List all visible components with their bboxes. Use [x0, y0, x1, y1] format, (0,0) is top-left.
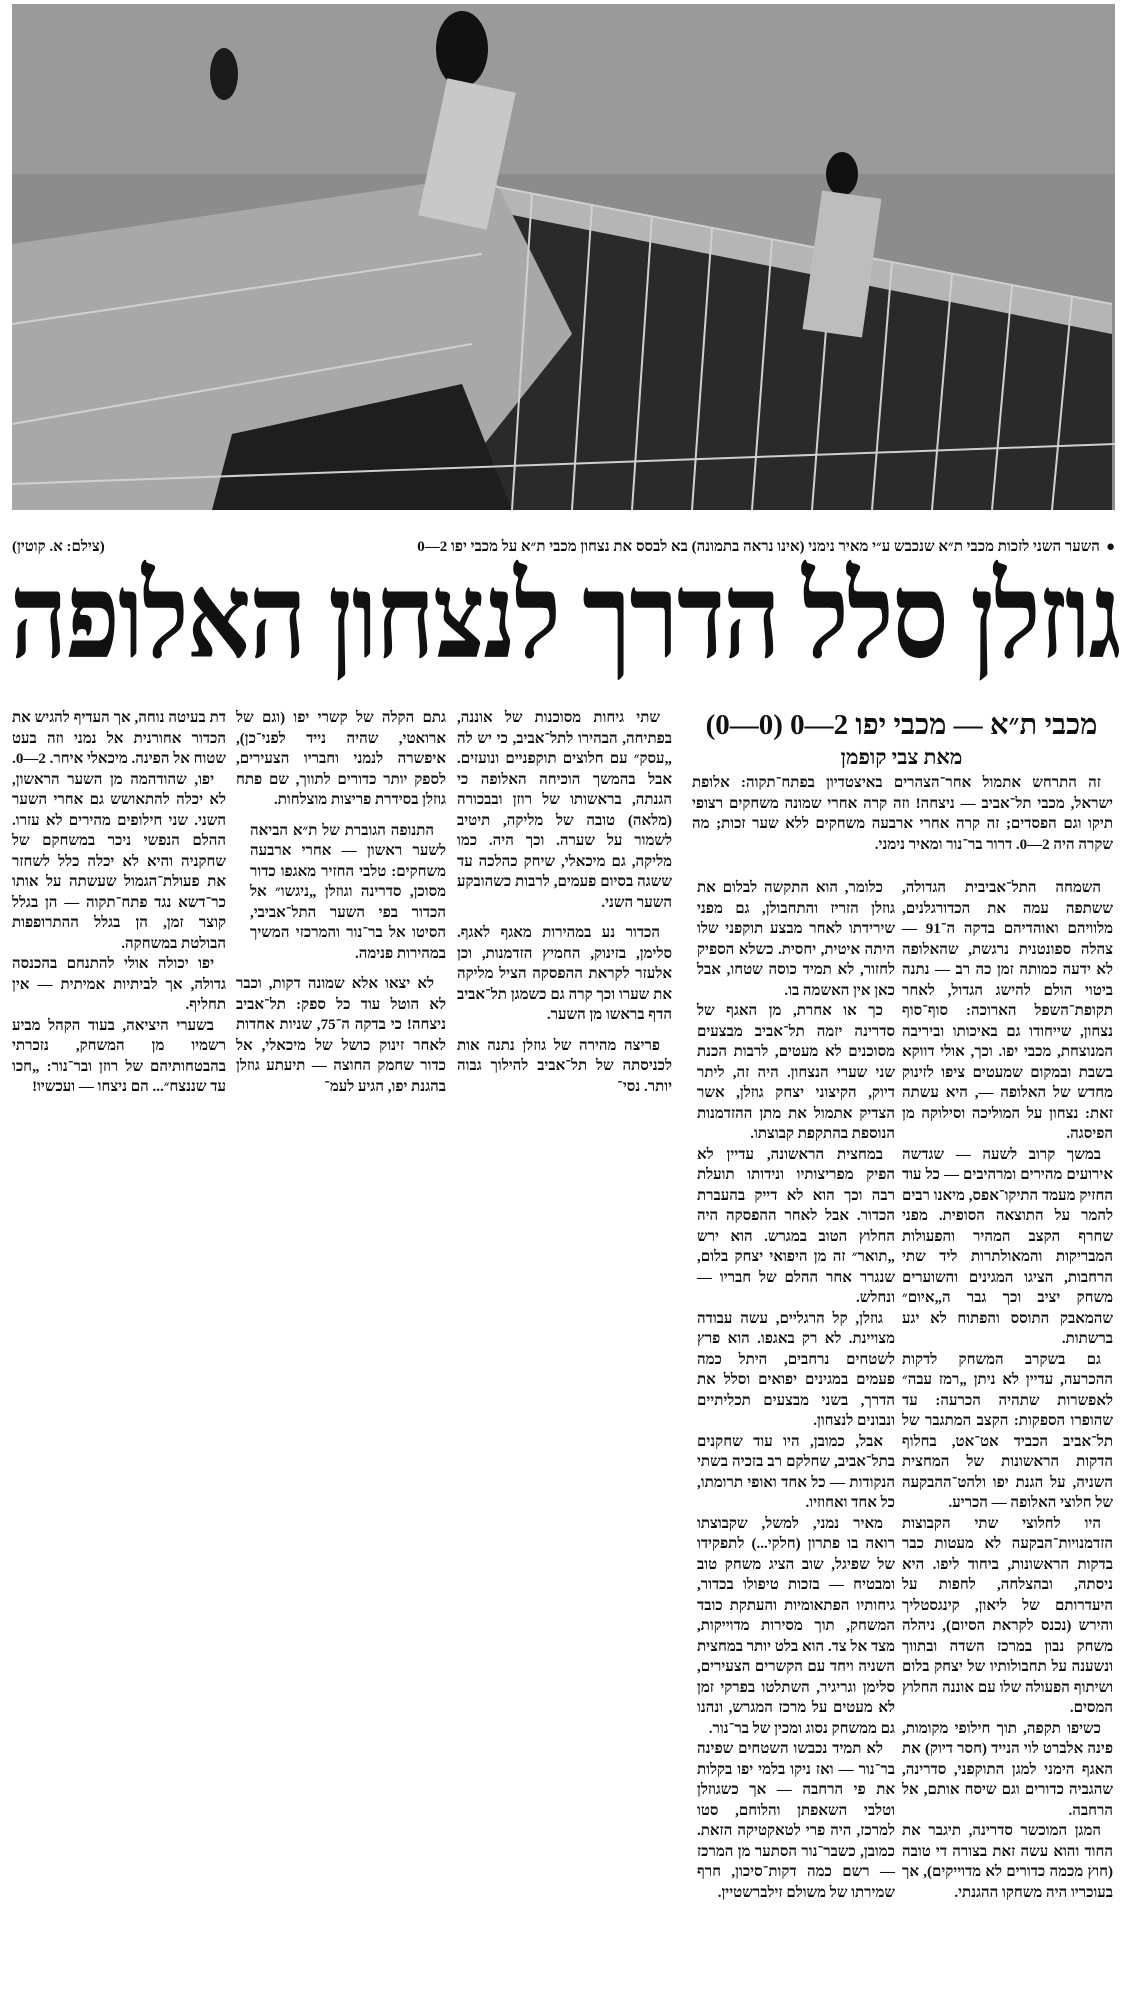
caption-text: השער השני לזכות מכבי ת״א שנכבש ע״י מאיר נימני (אינו נראה בתמונה) בא לבסס את נצחון מכבי ת״א על מכבי יפו 2—0	[417, 539, 1100, 555]
paragraph: אבל, כמובן, היו עוד שחקנים בתל־אביב, שחלקם רב בזכיה בשתי הנקודות — כל אחד ואופי תרומתו, כל אחד ואחוזיו.	[697, 1433, 895, 1511]
paragraph: גתם הקלה של קשרי יפו (וגם של ארואטי, שהיה נייד לפני־כן), איפשרה לנמני וחבריו הצעירים, לספק יותר כדורים לתווך, שם פתח גוזלן בסידרת פריצות מוצלחות.	[236, 710, 446, 808]
column-1	[902, 878, 1113, 1903]
paragraph: יפו, שהודהמה מן השער הראשון, לא יכלה להתאושש גם אחרי השער השני. שני חילופים מהירים לא עזרו. ההלם הנפשי ניכר במשחקם של שחקניה והיא לא יכלה כלל לשחזר את פעולת־הגמול שעשתה על אותו כר־דשא נגד פתח־תקוה — הן בגלל קוצר זמן, הן בגלל ההתרופפות הבולטת במשחקה.	[12, 771, 226, 952]
headline: גוזלן סלל הדרך לנצחון האלופה	[10, 552, 1120, 683]
byline: מאת צבי קופמן	[840, 745, 963, 769]
paragraph: בשערי היציאה, בעוד הקהל מביע רשמיו מן המשחק, נזכרתי בהבטחותיהם של רוזן ובר־נור: „חכו עד שננצח״... הם ניצחו — ועכשיו!	[12, 1017, 226, 1095]
paragraph: התנופה הגוברת של ת״א הביאה לשער ראשון — אחרי ארבעה משחקים: טלבי החזיר מאגפו כדור מסוכן, סדרינה וגוזלן „ניגשו״ אל הכדור בפי השער התל־אביבי, הסיטו אל בר־נור והמרכזי המשיך במהירות פנימה.	[250, 822, 446, 962]
paragraph: במחצית הראשונה, עדיין לא הפיק מפריצותיו ונידותו תועלת רבה וכך הוא לא דייק בהעברת הכדור. אבל לאחר ההפסקה היה החלוץ הטוב במגרש. הוא ירש „תואר״ זה מן היפואי יצחק בלום, שנגרר אחר ההלם של חבריו — ונחלש.	[697, 1146, 895, 1306]
lead-paragraph: זה התרחש אתמול אחר־הצהרים באיצטדיון בפתח־תקוה: אלופת ישראל, מכבי תל־אביב — ניצחה! וזה קרה אחרי שמונה משחקים רצופי תיקו וגם הפסדים; זה קרה אחרי ארבעה משחקים ללא שער זכות; מה שקרה היה 2—0. דרור בר־נור ומאיר נימני.	[692, 775, 1113, 853]
paragraph: כשיפו תקפה, תוך חילופי מקומות, פינה אלברט לוי הנייד (חסר דיוק) את האגף הימני למגן התוקפני, סדרינה, שהגביה כדורים וגם שיסח אותם, אל הרחבה.	[902, 1720, 1113, 1819]
paragraph: השמחה התל־אביבית הגדולה, ששתפה עמה את הכדורגלנים, מלוויהם ואוהדיהם בדקה ה־91 — צהלה ספונטנית נרגשת, שהאלופה לא ידעה כמותה זמן כה רב — נתנה ביטוי הולם להישג הגדול, לאחר תקופת־השפל הארוכה: סוף־סוף נצחון, שייחודו גם באיכותו וביריבה המנוצחת, מכבי יפו. וכך, אולי דווקא בשבת ובמקום שמעטים ציפו לזינוק מחדש של האלופה —, היא עשתה זאת: נצחון על המוליכה וסילוקה מן הפיסגה.	[902, 880, 1114, 1142]
goalkeeper-figure	[436, 11, 488, 87]
score-line: מכבי ת״א — מכבי יפו 2—0 (0—0)	[705, 709, 1098, 741]
paragraph: הכדור נע במהירות מאגף לאגף. סלימן, בזינוק, החמיץ הזדמנות, וכן אלעזר לקראת ההפסקה הציל מליקה את שערו וכך קרה גם כשמגן תל־אביב הדף בראשו מן השער.	[457, 925, 672, 1023]
paragraph: לא יצאו אלא שמונה דקות, וכבר לא הוטל עוד כל ספק: תל־אביב ניצחה! כי בדקה ה־75, שניות אחדות לאחר זינוק כושל של מיכאלי, אל כדור שחמק החוצה — תיעתע גוזלן בהגנת יפו, הגיע לעמ־	[236, 976, 446, 1095]
bullet-icon: ●	[1105, 539, 1115, 555]
paragraph: גם בשקרב המשחק לדקות ההכרעה, עדיין לא ניתן „רמז עבה״ לאפשרות שתהיה הכרעה: עד שהופרו הספקות: הקצב המתגבר של תל־אביב הכביד אט־אט, בחלוף הדקות הראשונות של המחצית השניה, על הגנת יפו ולהט־ההבקעה של חלוצי האלופה — הכריע.	[902, 1351, 1113, 1511]
paragraph: יפו יכולה אולי להתנחם בהכנסה גדולה, אך לביתיות אמיתית — אין תחליף.	[12, 956, 226, 1013]
paragraph: פריצה מהירה של גוזלן נתנה אות לכניסתה של תל־אביב להילוך גבוה יותר. נסי־	[457, 1037, 672, 1095]
paragraph: שתי גיחות מסוכנות של אוננה, בפתיחה, הבהירו לתל־אביב, כי יש לה „עסק״ עם חלוצים תוקפניים ונועזים. אבל בהמשך הוכיחה האלופה כי הגנתה, בראשותו של רוזן ובבכורה (מלאה) טובה של מליקה, תיטיב לשמור על שערה. וכך היה. כמו מליקה, גם מיכאלי, שיחק כהלכה עד ששגה בסיום פעמים, לרבות כשהובקע השער השני.	[457, 710, 672, 911]
goal-net-crowd-image	[12, 4, 1115, 510]
column-2	[697, 878, 895, 1903]
paragraph: היו לחלוצי שתי הקבוצות הזדמנויות־הבקעה לא מעטות כבר בדקות הראשונות, ביחוד ליפו. היא ניסתה, ובהצלחה, לחפות על היעדרותם של ליאון, קינגסטליך והירש (נכנס לקראת הסיום), ניהלה משחק נבון במרכז השדה ובתווך ונשענה על תחבולותיו של יצחק בלום ושיתוף הפעולה שלו עם אוננה החלוץ המסים.	[902, 1515, 1113, 1716]
paragraph: מאיר נמני, למשל, שקבוצתו רואה בו פתרון (חלקי...) לתפקידו של שפיגל, שוב הציג משחק טוב ומבטיח — בזכות טיפולו בכדור, גיחותיו הפתאומיות והעתקת כובד המשחק, תוך מסירות מדוייקות, מצד אל צד. הוא בלט יותר במחצית השניה ויחד עם הקשרים הצעירים, סלימן וגריגיר, השתלטו בפרקי זמן לא מעטים על מרכז המגרש, ונהנו גם ממשחק נסוג ומכין של בר־נור.	[697, 1515, 895, 1737]
match-photo	[12, 4, 1115, 510]
paragraph: גוזלן, קל הרגליים, עשה עבודה מצויינת. לא רק באגפו. הוא פרץ לשטחים נרחבים, היתל כמה פעמים במגינים יפואים וסלל את הדרך, בשני מבצעים תכליתיים ונבונים לנצחון.	[697, 1310, 895, 1429]
column-3	[457, 708, 672, 1097]
photo-credit: (צילם: א. קוטין)	[12, 539, 105, 555]
paragraph: כך או אחרת, מן האגף של סדרינה יזמה תל־אביב מבצעים מסוכנים לא מעטים, לרבות הכנת שני שערי הנצחון. היה זה, ליתר דיוק, הקיצוני יצחק גוזלן, אשר הצדיק אתמול את מתן ההזדמנות הנוספת בהתקפת קבוצתו.	[697, 1003, 895, 1142]
column-4	[236, 708, 446, 1097]
paragraph: לא תמיד נכבשו השטחים שפינה בר־נור — ואז ניקו בלמי יפו בקלות את פי הרחבה — אך כשגוזלן וטלבי השאפתן והלוחם, סטו למרכז, היה פרי לטאקטיקה הזאת. כמובן, כשבר־נור הסתער מן המרכז — רשם כמה דקות־סיכון, חרף שמירתו של משולם זילברשטיין.	[697, 1741, 895, 1901]
paragraph: כלומר, הוא התקשה לבלום את גוזלן הזריז והתחבולן, גם מפני שירידתו לאחר מבצע תוקפני שלו היתה איטית, יחסית. כשלא הספיק לחזור, לא תמיד כוסה שטחו, אבל כאן אין האשמה בו.	[697, 880, 895, 999]
paragraph: המגן המוכשר סדרינה, תיגבר את החוד והוא עשה זאת בצורה די טובה (חוץ מכמה כדורים לא מדוייקים), אך בעוכריו היה משחקו ההגנתי.	[902, 1823, 1113, 1901]
paragraph: במשך קרוב לשעה — שגדשה אירועים מהירים ומרהיבים — כל עוד החזיק מעמד התיקו־אפס, מיאנו רבים להמר על התוצאה הסופית. מפני שחרף הקצב המהיר והפעולות המבריקות והמאולתרות ליד שתי הרחבות, הציגו המגינים והשוערים משחק יציב וכך גבר ה„איום״ שהמאבק התוסס והפתוח לא יגע ברשתות.	[902, 1146, 1113, 1347]
article-lead	[692, 773, 1113, 855]
paragraph: דת בעיטה נוחה, אך העדיף להגיש את הכדור אחורנית אל נמני וזה בעט שטוח אל הפינה. מיכאלי איחר. 2—0.	[12, 710, 226, 767]
column-5	[12, 708, 226, 1098]
